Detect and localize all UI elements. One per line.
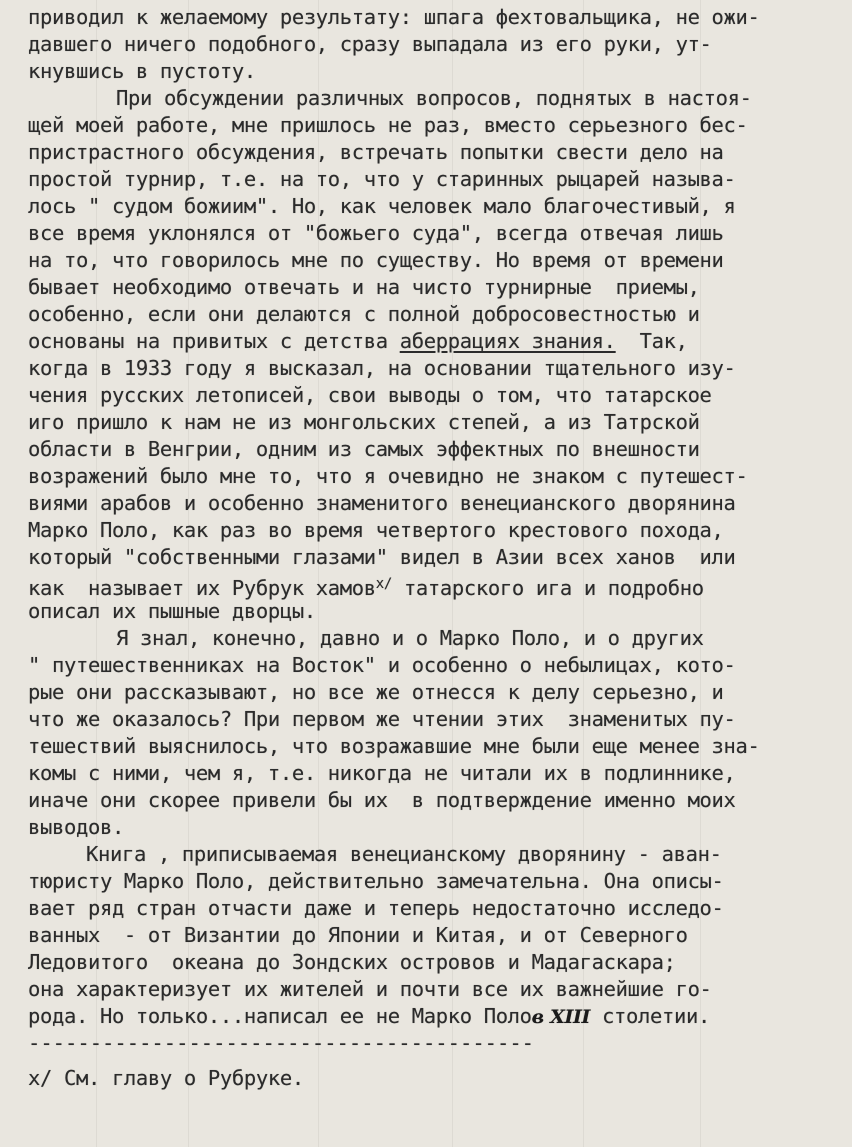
text-segment: рода. Но только...написал ее не Марко Поло (28, 1004, 532, 1028)
text-segment: столетии. (590, 1004, 710, 1028)
text-line: иначе они скорее привели бы их в подтверждение именно моих (28, 788, 736, 812)
text-line: " путешественниках на Восток" и особенно о небылицах, кото- (28, 653, 736, 677)
text-line: бывает необходимо отвечать и на чисто турнирные приемы, (28, 275, 700, 299)
text-line: Марко Поло, как раз во время четвертого крестового похода, (28, 518, 724, 542)
text-line: она характеризует их жителей и почти все их важнейшие го- (28, 977, 712, 1001)
text-line-with-handwriting (28, 1003, 828, 1030)
footnote-divider: ----------------------------------------- (28, 1031, 535, 1055)
text-segment: татарского ига и подробно (391, 576, 704, 600)
text-line: простой турнир, т.е. на то, что у старинных рыцарей называ- (28, 167, 736, 191)
text-line: комы с ними, чем я, т.е. никогда не читали их в подлиннике, (28, 761, 736, 785)
text-line: возражений было мне то, что я очевидно не знаком с путешест- (28, 464, 748, 488)
text-line: чения русских летописей, свои выводы о том, что татарское (28, 383, 712, 407)
text-line: Ледовитого океана до Зондских островов и Мадагаскара; (28, 950, 676, 974)
text-line: иго пришло к нам не из монгольских степей, а из Татрской (28, 410, 700, 434)
text-line: выводов. (28, 815, 124, 839)
text-line: тюристу Марко Поло, действительно замечательна. Она описы- (28, 869, 724, 893)
footnote-mark: x/ (375, 576, 392, 592)
text-line: рые они рассказывают, но все же отнесся к делу серьезно, и (28, 680, 724, 704)
text-line: Я знал, конечно, давно и о Марко Поло, и о других (116, 626, 704, 650)
text-line: кнувшись в пустоту. (28, 59, 256, 83)
text-segment: Так, (615, 329, 688, 353)
text-line: При обсуждении различных вопросов, поднятых в настоя- (116, 86, 752, 110)
text-line: когда в 1933 году я высказал, на основании тщательного изу- (28, 356, 736, 380)
text-line: Книга , приписываемая венецианскому дворянину - аван- (86, 842, 722, 866)
handwritten-insert: в XIII (531, 1006, 591, 1028)
text-segment: основаны на привитых с детства (28, 329, 400, 353)
text-line: давшего ничего подобного, сразу выпадала из его руки, ут- (28, 32, 712, 56)
text-line: вает ряд стран отчасти даже и теперь недостаточно исследо- (28, 896, 724, 920)
text-line: описал их пышные дворцы. (28, 599, 316, 623)
text-line: пристрастного обсуждения, встречать попытки свести дело на (28, 140, 724, 164)
underlined-phrase: аберрациях знания. (399, 329, 616, 353)
text-line: лось " судом божиим". Но, как человек мало благочестивый, я (28, 194, 736, 218)
text-line: приводил к желаемому результату: шпага фехтовальщика, не ожи- (28, 5, 760, 29)
text-line: области в Венгрии, одним из самых эффектных по внешности (28, 437, 700, 461)
typewritten-text (28, 4, 828, 1092)
footnote: х/ См. главу о Рубруке. (28, 1066, 304, 1090)
text-line: особенно, если они делаются с полной добросовестностью и (28, 302, 700, 326)
text-line: щей моей работе, мне пришлось не раз, вместо серьезного бес- (28, 113, 748, 137)
text-segment: как называет их Рубрук хамов (28, 576, 376, 600)
text-line: все время уклонялся от "божьего суда", всегда отвечая лишь (28, 221, 724, 245)
text-line: который "собственными глазами" видел в Азии всех ханов или (28, 545, 736, 569)
text-line: что же оказалось? При первом же чтении этих знаменитых пу- (28, 707, 736, 731)
text-line: ванных - от Византии до Японии и Китая, и от Северного (28, 923, 688, 947)
text-line-with-footnote (28, 571, 828, 598)
text-line: на то, что говорилось мне по существу. Но время от времени (28, 248, 724, 272)
text-line: виями арабов и особенно знаменитого венецианского дворянина (28, 491, 736, 515)
text-line-underlined (28, 328, 828, 355)
text-line: тешествий выяснилось, что возражавшие мне были еще менее зна- (28, 734, 760, 758)
